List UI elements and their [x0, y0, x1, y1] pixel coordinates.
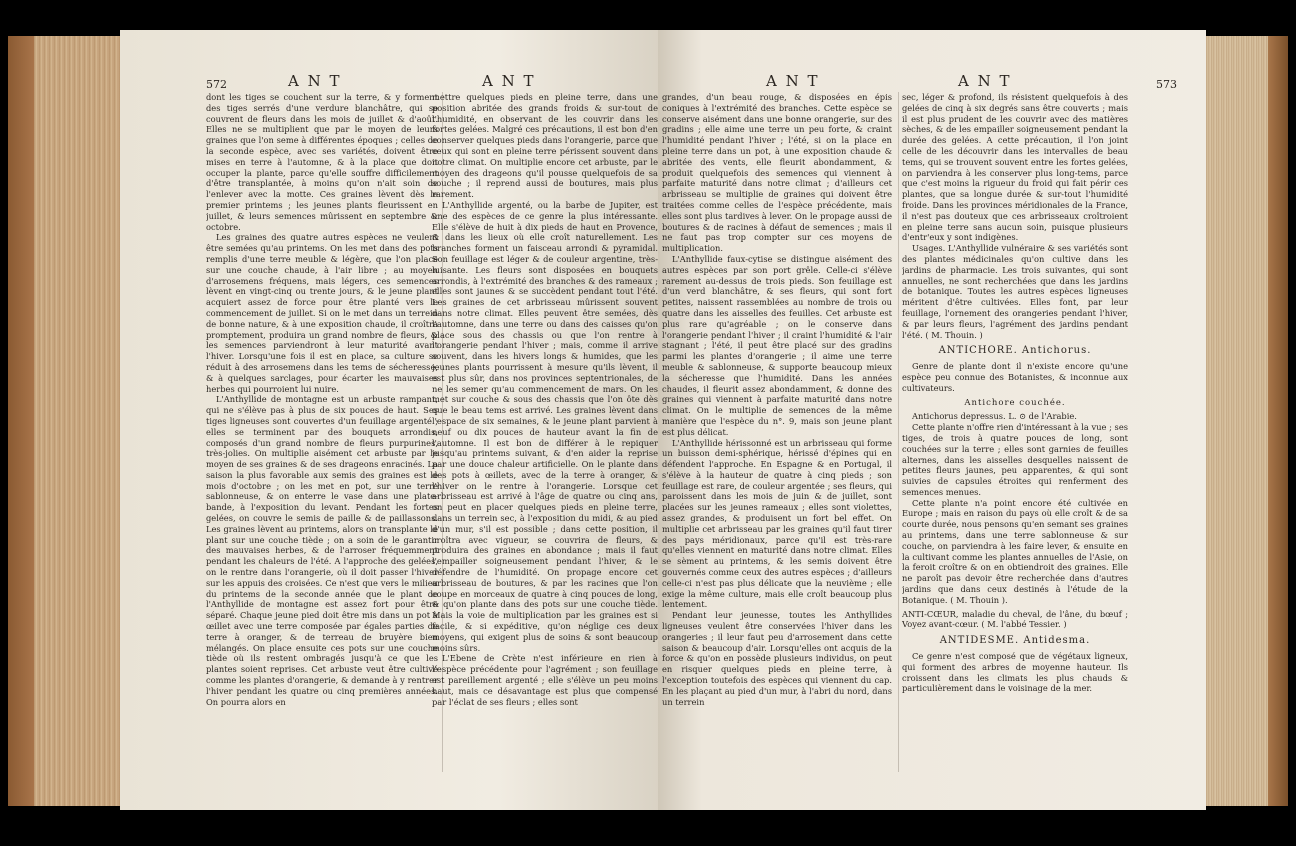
running-head: A N T: [288, 72, 342, 90]
column-rule: [898, 92, 899, 772]
paragraph: mettre quelques pieds en pleine terre, dans une position abritée des grands froids & sur-tout de l'humidité, en observant de les couvrir dans les fortes gelées. Malgré ces précautions, il est bon d'en conserver quelques pieds dans l'orangerie, parce que ceux qui sont en pleine terre périssent souvent dans notre climat. On multiplie encore cet arbuste, par le moyen des drageons qu'il pousse quelquefois de sa souche ; il reprend aussi de boutures, mais plus rarement.: [432, 92, 658, 200]
running-head: A N T: [482, 72, 536, 90]
left-page-header: [120, 72, 660, 92]
right-column-2: [902, 92, 1128, 782]
paragraph: L'Anthyllide argenté, ou la barbe de Jupiter, est une des espèces de ce genre la plus intéressante. Elle s'élève de huit à dix pieds de haut en Provence, & dans les lieux où elle croît naturellement. Les branches forment un faisceau arrondi & pyramidal. Son feuillage est léger & de couleur argentine, très-luisante. Les fleurs sont disposées en bouquets arrondis, à l'extrémité des branches & des rameaux ; elles sont jaunes & se succèdent pendant tout l'été. Les graines de cet arbrisseau mûrissent souvent dans notre climat. Elles peuvent être semées, dès l'automne, dans une terre ou dans des caisses qu'on place sous des chassis ou que l'on rentre à l'orangerie pendant l'hiver ; mais, comme il arrive souvent, dans les hivers longs & humides, que les jeunes plants pourrissent à mesure qu'ils lèvent, il est plus sûr, dans nos provinces septentrionales, de ne les semer qu'au commencement de mars. On les met sur couche & sous des chassis que l'on ôte dès que le beau tems est arrivé. Les graines lèvent dans l'espace de six semaines, & le jeune plant parvient à neuf ou dix pouces de hauteur avant la fin de l'automne. Il est bon de différer à le repiquer jusqu'au printems suivant, & d'en aider la reprise par une douce chaleur artificielle. On le plante dans des pots à œillets, avec de la terre à oranger, & l'hiver on le rentre à l'orangerie. Lorsque cet arbrisseau est arrivé à l'âge de quatre ou cinq ans, on peut en placer quelques pieds en pleine terre, dans un terrein sec, à l'exposition du midi, & au pied d'un mur, s'il est possible ; dans cette position, il croîtra avec vigueur, se couvrira de fleurs, & produira des graines en abondance ; mais il faut l'empailler soigneusement pendant l'hiver, & le défendre de l'humidité. On propage encore cet arbrisseau de boutures, & par les racines que l'on coupe en morceaux de quatre à cinq pouces de long, & qu'on plante dans des pots sur une couche tiède. Mais la voie de multiplication par les graines est si facile, & si expéditive, qu'on néglige ces deux moyens, qui exigent plus de soins & sont beaucoup moins sûrs.: [432, 199, 658, 653]
paragraph: dont les tiges se couchent sur la terre, & y forment des tiges serrés d'une verdure blanchâtre, qui se couvrent de fleurs dans les mois de juillet & d'août. Elles ne se multiplient que par le moyen de leurs graines que l'on seme à différentes époques ; celles de la seconde espèce, avec ses variétés, doivent être mises en terre à l'automne, & à la place que doit occuper la plante, parce qu'elle souffre difficilement d'être transplantée, à moins qu'on n'ait soin de l'enlever avec la motte. Ces graines lèvent dès le premier printems ; les jeunes plants fleurissent en juillet, & leurs semences mûrissent en septembre & octobre.: [206, 92, 438, 232]
entry-heading-antichore: ANTICHORE. Antichorus.: [938, 345, 1092, 357]
subheading-antichore-couchee: Antichore couchée.: [964, 397, 1066, 408]
running-head: A N T: [958, 72, 1012, 90]
paragraph: L'Anthyllide faux-cytise se distingue aisément des autres espèces par son port grêle. Celle-ci s'élève rarement au-dessus de trois pieds. Son feuillage est d'un verd blanchâtre, & ses fleurs, qui sont fort petites, naissent rassemblées au nombre de trois ou quatre dans les aisselles des feuilles. Cet arbuste est plus rare qu'agréable ; on le conserve dans l'orangerie pendant l'hiver ; il craint l'humidité & l'air stagnant ; l'été, il peut être placé sur des gradins parmi les plantes d'orangerie ; il aime une terre meuble & sablonneuse, & supporte beaucoup mieux la sécheresse que l'humidité. Dans les années chaudes, il fleurit assez abondamment, & donne des graines qui viennent à parfaite maturité dans notre climat. On le multiplie de semences de la même manière que l'espèce du n°. 9, mais son jeune plant est plus délicat.: [662, 253, 892, 437]
paragraph: Ce genre n'est composé que de végétaux ligneux, qui forment des arbres de moyenne hauteur. Ils croissent dans les climats les plus chauds & particulièrement dans le voisinage de la mer.: [902, 651, 1128, 694]
paragraph: sec, léger & profond, ils résistent quelquefois à des gelées de cinq à six degrés sans être couverts ; mais il est plus prudent de les couvrir avec des matières sèches, & de les empailler soigneusement pendant la durée des gelées. A cette précaution, il l'on joint celle de les découvrir dans les intervalles de beau tems, qui se trouvent souvent entre les fortes gelées, on parviendra à les conserver plus long-tems, parce que c'est moins la rigueur du froid qui fait périr ces plantes, que sa longue durée & sur-tout l'humidité froide. Dans les provinces méridionales de la France, il n'est pas douteux que ces arbrisseaux croîtroient en pleine terre sans aucun soin, puisque plusieurs d'entr'eux y sont indigènes.: [902, 92, 1128, 243]
right-column-1: [662, 92, 892, 782]
paragraph: Genre de plante dont il n'existe encore qu'une espèce peu connue des Botanistes, & inconnue aux cultivateurs.: [902, 361, 1128, 393]
right-page: [658, 30, 1206, 810]
right-page-header: [658, 72, 1206, 92]
book-left-edge: [8, 36, 126, 806]
paragraph: Les graines des quatre autres espèces ne veulent être semées qu'au printems. On les met dans des pots remplis d'une terre meuble & légère, que l'on place sur une couche chaude, à l'air libre ; au moyen d'arrosemens fréquens, mais légers, ces semences lèvent en vingt-cinq ou trente jours, & le jeune plant acquiert assez de force pour être planté vers le commencement de juillet. Si on le met dans un terrein de bonne nature, & à une exposition chaude, il croîtra promptement, produira un grand nombre de fleurs, & les semences parviendront à leur maturité avant l'hiver. Lorsqu'une fois il est en place, sa culture se réduit à des arrosemens dans les tems de sécheresse, & à quelques sarclages, pour écarter les mauvaises herbes qui pourroient lui nuire.: [206, 232, 438, 394]
species-line: Antichorus depressus. L. ⊙ de l'Arabie.: [912, 411, 1077, 422]
paragraph: L'Ebene de Crète n'est inférieure en rien à l'espèce précédente pour l'agrément ; son feuillage est pareillement argenté ; elle s'élève un peu moins haut, mais ce désavantage est plus que compensé par l'éclat de ses fleurs ; elles sont: [432, 653, 658, 707]
page-number: 572: [206, 78, 227, 91]
paragraph: Cette plante n'a point encore été cultivée en Europe ; mais en raison du pays où elle croît & de sa courte durée, nous pensons qu'en semant ses graines au printems, dans une terre sablonneuse & sur couche, on parviendra à les faire lever, & ensuite en la cultivant comme les plantes annuelles de l'Asie, on la feroit croître & on en obtiendroit des graines. Elle ne paroît pas devoir être recherchée dans d'autres jardins que dans ceux destinés à l'étude de la Botanique. ( M. Thouin ).: [902, 497, 1128, 605]
book-right-edge: [1202, 36, 1288, 806]
paragraph: Pendant leur jeunesse, toutes les Anthyllides ligneuses veulent être conservées l'hiver dans les orangeries ; il leur faut peu d'arrosement dans cette saison & beaucoup d'air. Lorsqu'elles ont acquis de la force & qu'on en possède plusieurs individus, on peut en risquer quelques pieds en pleine terre, à l'exception toutefois des espèces qui viennent du cap. En les plaçant au pied d'un mur, à l'abri du nord, dans un terrein: [662, 610, 892, 707]
entry-heading-antidesme: ANTIDESME. Antidesma.: [939, 635, 1091, 647]
open-book: [8, 30, 1288, 810]
left-page: [120, 30, 660, 810]
left-column-2: [432, 92, 658, 782]
paragraph: L'Anthyllide de montagne est un arbuste rampant, qui ne s'élève pas à plus de six pouces de haut. Ses tiges ligneuses sont couvertes d'un feuillage argenté ; elles se terminent par des bouquets arrondis, composés d'un grand nombre de fleurs purpurines, très-jolies. On multiplie aisément cet arbuste par le moyen de ses graines & de ses drageons enracinés. La saison la plus favorable aux semis des graines est le mois d'octobre ; on les met en pot, sur une terre sablonneuse, & on enterre le vase dans une plate-bande, à l'exposition du levant. Pendant les fortes gelées, on couvre le semis de paille & de paillassons. Les graines lèvent au printems, alors on transplante le plant sur une couche tiède ; on a soin de le garantir des mauvaises herbes, & de l'arroser fréquemment pendant les chaleurs de l'été. A l'approche des gelées, on le rentre dans l'orangerie, où il doit passer l'hiver sur les appuis des croisées. Ce n'est que vers le milieu du printems de la seconde année que le plant de l'Anthyllide de montagne est assez fort pour être séparé. Chaque jeune pied doit être mis dans un pot à œillet avec une terre composée par égales parties de terre à oranger, & de terreau de bruyère bien mélangés. On place ensuite ces pots sur une couche tiède où ils restent ombragés jusqu'à ce que les plantes soient reprises. Cet arbuste veut être cultivé comme les plantes d'orangerie, & demande à y rentrer l'hiver pendant les quatre ou cinq premières années. On pourra alors en: [206, 394, 438, 707]
paragraph: L'Anthyllide hérissonné est un arbrisseau qui forme un buisson demi-sphérique, hérissé d'épines qui en défendent l'approche. En Espagne & en Portugal, il s'élève à la hauteur de quatre à cinq pieds ; son feuillage est rare, de couleur argentée ; ses fleurs, qui paroissent dans les mois de juin & de juillet, sont placées sur les jeunes rameaux ; elles sont violettes, assez grandes, & produisent un fort bel effet. On multiplie cet arbrisseau par les graines qu'il faut tirer des pays méridionaux, parce qu'il est très-rare qu'elles viennent en maturité dans notre climat. Elles se sèment au printems, & les semis doivent être gouvernés comme ceux des autres espèces ; d'ailleurs celle-ci n'est pas plus délicate que la neuvième ; elle exige la même culture, mais elle croît beaucoup plus lentement.: [662, 437, 892, 610]
paragraph: grandes, d'un beau rouge, & disposées en épis coniques à l'extrémité des branches. Cette espèce se conserve aisément dans une bonne orangerie, sur des gradins ; elle aime une terre un peu forte, & craint l'humidité pendant l'hiver ; l'été, si on la place en pleine terre dans un pot, à une exposition chaude & abritée des vents, elle fleurit abondamment, & produit quelquefois des semences qui viennent à parfaite maturité dans notre climat ; d'ailleurs cet arbrisseau se multiplie de graines qui doivent être traitées comme celles de l'espèce précédente, mais elles sont plus tardives à lever. On le propage aussi de boutures & de racines à défaut de semences ; mais il ne faut pas trop compter sur ces moyens de multiplication.: [662, 92, 892, 254]
page-number: 573: [1156, 78, 1177, 91]
entry-anti-coeur: ANTI-CŒUR, maladie du cheval, de l'âne, du bœuf ; Voyez avant-cœur. ( M. l'abbé Tessier. ): [902, 608, 1128, 630]
paragraph: Usages. L'Anthyllide vulnéraire & ses variétés sont des plantes médicinales qu'on cultive dans les jardins de pharmacie. Les trois suivantes, qui sont annuelles, ne sont recherchées que dans les jardins de botanique. Toutes les autres espèces ligneuses méritent d'être cultivées. Elles font, par leur feuillage, l'ornement des orangeries pendant l'hiver, & par leurs fleurs, l'agrément des jardins pendant l'été. ( M. Thouin. ): [902, 243, 1128, 340]
left-column-1: [206, 92, 438, 782]
paragraph: Cette plante n'offre rien d'intéressant à la vue ; ses tiges, de trois à quatre pouces de long, sont couchées sur la terre ; elles sont garnies de feuilles alternes, dans les aisselles desquelles naissent de petites fleurs jaunes, peu apparentes, & qui sont suivies de capsules étroites qui renferment des semences menues.: [902, 422, 1128, 497]
running-head: A N T: [766, 72, 820, 90]
